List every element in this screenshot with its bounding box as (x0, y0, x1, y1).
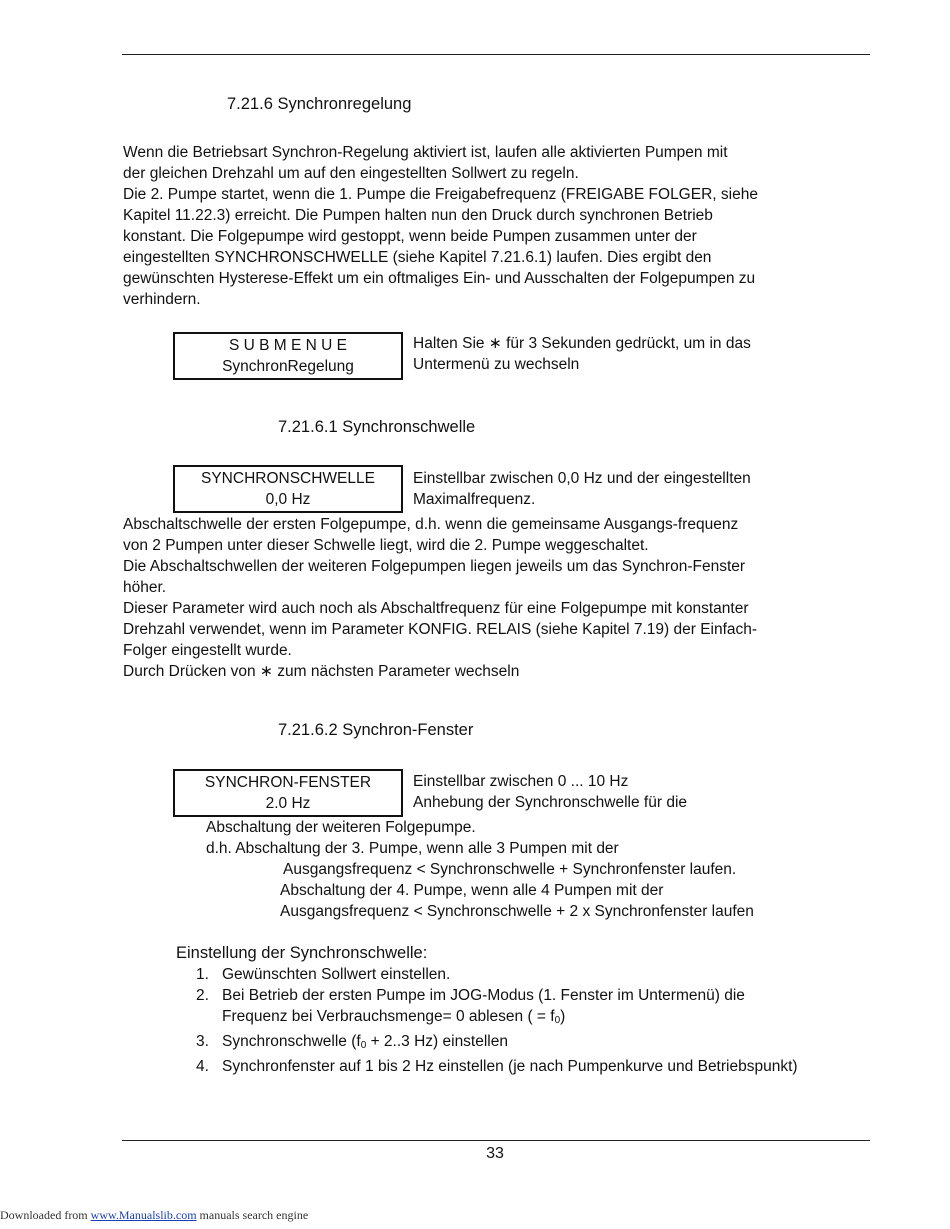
text-line: Untermenü zu wechseln (413, 356, 580, 373)
text-line: Durch Drücken von ∗ zum nächsten Parameter wechseln (123, 663, 520, 680)
step-text: Gewünschten Sollwert einstellen. (222, 966, 451, 983)
text-line: Abschaltung der 4. Pumpe, wenn alle 4 Pumpen mit der (280, 882, 664, 899)
display-line-2: 0,0 Hz (265, 491, 311, 508)
synchron-fenster-display-box (173, 769, 403, 817)
text-line: der gleichen Drehzahl um auf den eingestellten Sollwert zu regeln. (123, 165, 579, 182)
manualslib-link[interactable]: www.Manualslib.com (90, 1208, 197, 1222)
text-line: verhindern. (123, 291, 201, 308)
text-line: Folger eingestellt wurde. (123, 642, 292, 659)
list-item (196, 964, 896, 985)
step-text-part: Synchronschwelle (f (222, 1033, 361, 1050)
text-line: Ausgangsfrequenz < Synchronschwelle + Synchronfenster laufen. (283, 861, 737, 878)
list-item (196, 1056, 896, 1077)
display-line-1: S U B M E N U E (229, 337, 347, 354)
synchron-fenster-continuation (206, 817, 619, 859)
display-line-1: SYNCHRON-FENSTER (204, 774, 372, 791)
text-line: Maximalfrequenz. (413, 491, 536, 508)
synchron-fenster-description (413, 771, 687, 813)
text-line: Die Abschaltschwellen der weiteren Folgepumpen liegen jeweils um das Synchron-Fenster (123, 558, 746, 575)
download-footer (0, 1208, 308, 1223)
paragraph-synchronregelung (123, 142, 858, 310)
text-line: Die 2. Pumpe startet, wenn die 1. Pumpe die Freigabefrequenz (FREIGABE FOLGER, siehe (123, 186, 758, 203)
step-text-line2 (222, 1006, 896, 1031)
text-line: Abschaltung der weiteren Folgepumpe. (206, 819, 476, 836)
subscript: 0 (554, 1015, 561, 1026)
text-line: von 2 Pumpen unter dieser Schwelle liegt, wird die 2. Pumpe weggeschaltet. (123, 537, 649, 554)
text-line: konstant. Die Folgepumpe wird gestoppt, wenn beide Pumpen zusammen unter der (123, 228, 697, 245)
step-number: 2. (196, 987, 209, 1004)
step-text-part: Frequenz bei Verbrauchsmenge= 0 ablesen ( = f (222, 1008, 555, 1025)
synchronschwelle-description (413, 468, 751, 510)
text-line: Einstellbar zwischen 0 ... 10 Hz (413, 773, 629, 790)
synchron-fenster-indent (280, 859, 754, 922)
einstellung-heading: Einstellung der Synchronschwelle: (176, 944, 428, 962)
text-line: Kapitel 11.22.3) erreicht. Die Pumpen halten nun den Druck durch synchronen Betrieb (123, 207, 713, 224)
subscript: 0 (360, 1040, 367, 1051)
display-line-2: SynchronRegelung (222, 358, 354, 375)
footer-prefix: Downloaded from (0, 1208, 91, 1222)
step-number: 1. (196, 966, 209, 983)
display-line-2: 2.0 Hz (265, 795, 311, 812)
text-line: eingestellten SYNCHRONSCHWELLE (siehe Kapitel 7.21.6.1) laufen. Dies ergibt den (123, 249, 712, 266)
page-number: 33 (486, 1145, 504, 1162)
list-item (196, 985, 896, 1031)
list-item (196, 1031, 896, 1056)
text-line: Einstellbar zwischen 0,0 Hz und der eingestellten (413, 470, 751, 487)
paragraph-synchronschwelle (123, 514, 858, 682)
submenu-display-box (173, 332, 403, 380)
step-number: 4. (196, 1058, 209, 1075)
section-heading-synchronregelung: 7.21.6 Synchronregelung (227, 95, 412, 113)
text-line: Anhebung der Synchronschwelle für die (413, 794, 688, 811)
step-text-part: + 2..3 Hz) einstellen (366, 1033, 508, 1050)
step-text: Bei Betrieb der ersten Pumpe im JOG-Modus (1. Fenster im Untermenü) die (222, 987, 745, 1004)
text-line: Halten Sie ∗ für 3 Sekunden gedrückt, um in das (413, 335, 751, 352)
section-heading-synchronschwelle: 7.21.6.1 Synchronschwelle (278, 418, 476, 436)
bottom-rule (122, 1140, 870, 1141)
synchronschwelle-display-box (173, 465, 403, 513)
text-line: höher. (123, 579, 167, 596)
step-text: Synchronfenster auf 1 bis 2 Hz einstellen (je nach Pumpenkurve und Betriebspunkt) (222, 1058, 798, 1075)
section-heading-synchron-fenster: 7.21.6.2 Synchron-Fenster (278, 721, 474, 739)
text-line: Drehzahl verwendet, wenn im Parameter KONFIG. RELAIS (siehe Kapitel 7.19) der Einfach- (123, 621, 758, 638)
text-line: d.h. Abschaltung der 3. Pumpe, wenn alle 3 Pumpen mit der (206, 840, 619, 857)
step-number: 3. (196, 1033, 209, 1050)
einstellung-steps (196, 964, 896, 1077)
text-line: Wenn die Betriebsart Synchron-Regelung aktiviert ist, laufen alle aktivierten Pumpen mit (123, 144, 728, 161)
text-line: Dieser Parameter wird auch noch als Abschaltfrequenz für eine Folgepumpe mit konstanter (123, 600, 749, 617)
footer-suffix: manuals search engine (196, 1208, 309, 1222)
text-line: Abschaltschwelle der ersten Folgepumpe, d.h. wenn die gemeinsame Ausgangs-frequenz (123, 516, 739, 533)
display-line-1: SYNCHRONSCHWELLE (201, 470, 375, 487)
step-text-part: ) (560, 1008, 566, 1025)
submenu-description (413, 333, 751, 375)
text-line: gewünschten Hysterese-Effekt um ein oftmaliges Ein- und Ausschalten der Folgepumpen zu (123, 270, 756, 287)
top-rule (122, 54, 870, 55)
text-line: Ausgangsfrequenz < Synchronschwelle + 2 x Synchronfenster laufen (280, 903, 754, 920)
